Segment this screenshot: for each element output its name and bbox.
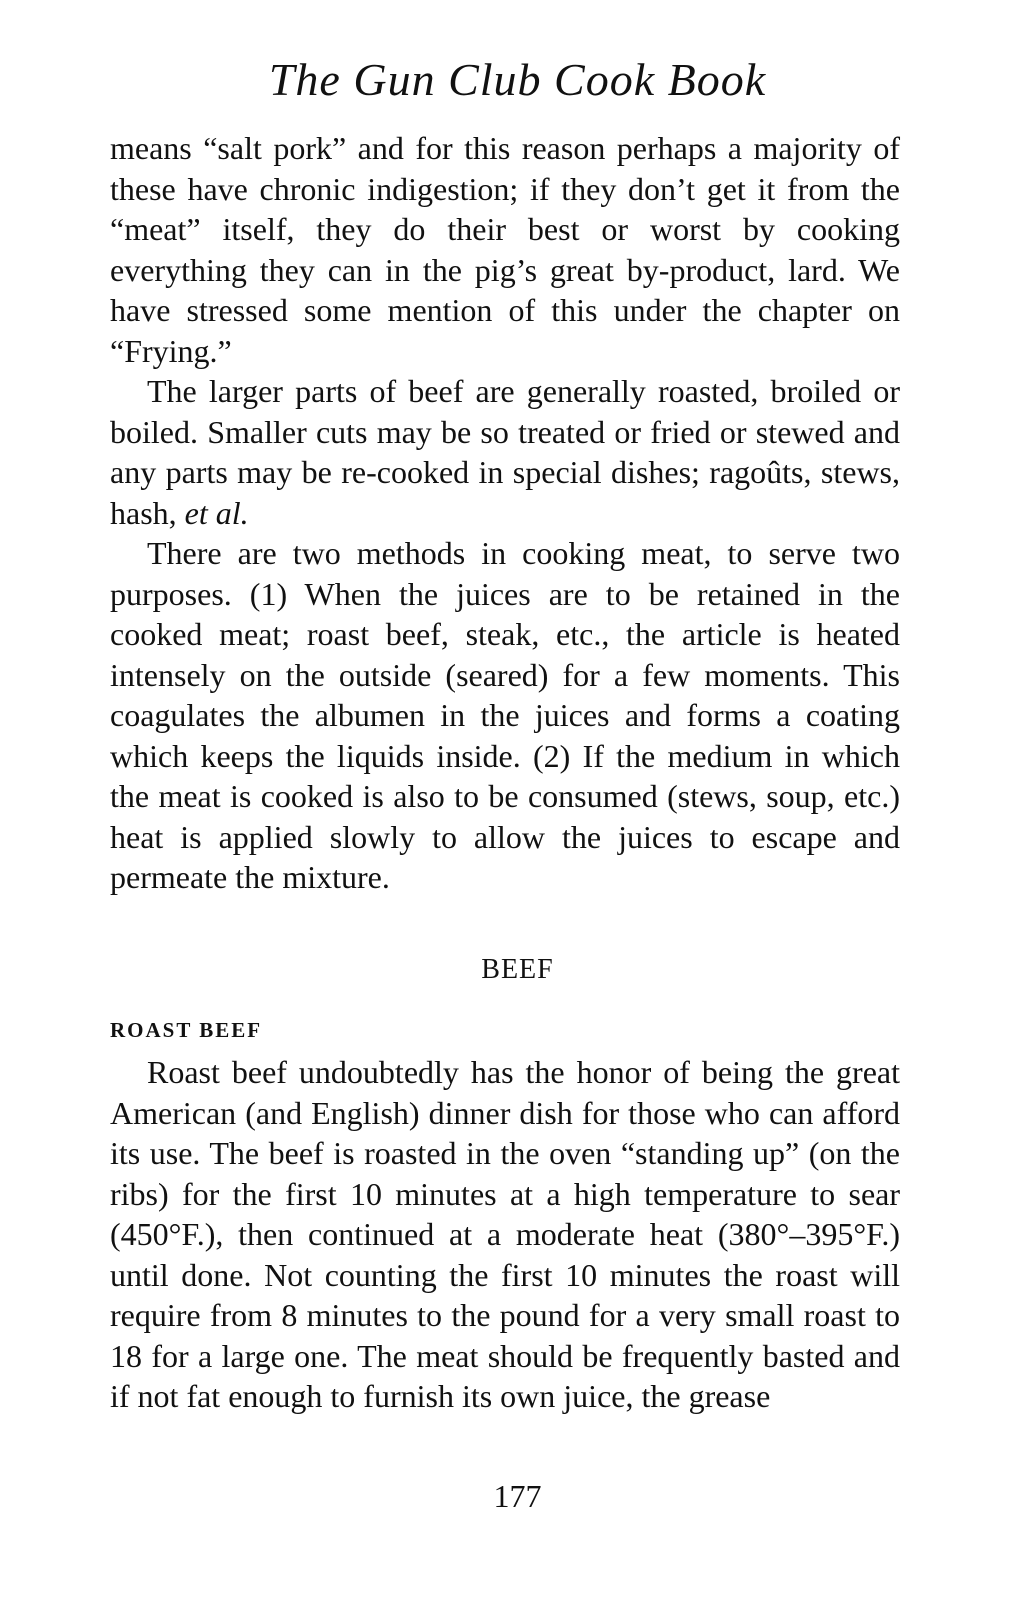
subsection-title-roast-beef: ROAST BEEF	[110, 1018, 263, 1042]
paragraph-beef-parts-text: The larger parts of beef are generally roasted, broiled or boiled. Smaller cuts may be so treated or fried or stewed and any parts may be re-cooked in special dishes; ragoûts, stews, hash,	[110, 373, 900, 531]
section-title-beef: BEEF	[481, 954, 554, 985]
paragraph-beef-parts	[110, 371, 900, 533]
paragraph-salt-pork: means “salt pork” and for this reason perhaps a majority of these have chronic indigestion; if they don’t get it from the “meat” itself, they do their best or worst by cooking everything they can in the pig’s great by-product, lard. We have stressed some mention of this under the chapter on “Frying.”	[110, 130, 900, 369]
paragraph-cooking-methods: There are two methods in cooking meat, to serve two purposes. (1) When the juices are to be retained in the cooked meat; roast beef, steak, etc., the article is heated intensely on the outside (seared) for a few moments. This coagulates the albumen in the juices and forms a coating which keeps the liquids inside. (2) If the medium in which the meat is cooked is also to be consumed (stews, soup, etc.) heat is applied slowly to allow the juices to escape and permeate the mixture.	[110, 535, 900, 895]
page-number: 177	[493, 1478, 542, 1514]
body-text-top	[110, 128, 900, 898]
body-text-bottom	[110, 1052, 900, 1417]
italic-et-al: et al.	[184, 494, 249, 531]
running-head: The Gun Club Cook Book	[268, 54, 767, 105]
paragraph-roast-beef: Roast beef undoubtedly has the honor of being the great American (and English) dinner dish for those who can afford its use. The beef is roasted in the oven “standing up” (on the ribs) for the first 10 minutes at a high temperature to sear (450°F.), then continued at a moderate heat (380°–395°F.) until done. Not counting the first 10 minutes the roast will require from 8 minutes to the pound for a very small roast to 18 for a large one. The meat should be frequently basted and if not fat enough to furnish its own juice, the grease	[110, 1054, 900, 1414]
